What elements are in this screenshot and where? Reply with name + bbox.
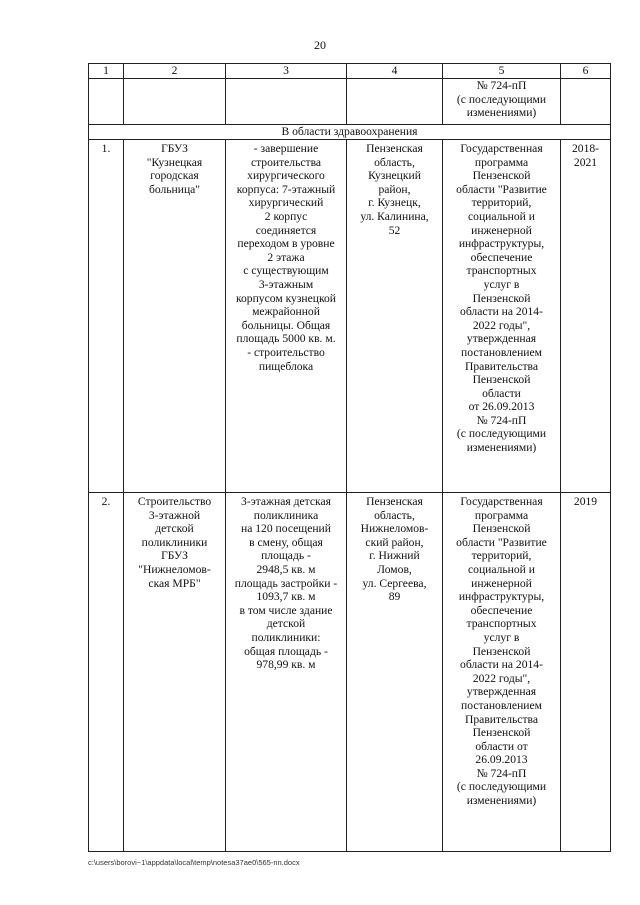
table-cell <box>226 79 347 125</box>
column-header: 2 <box>124 64 226 79</box>
table-cell <box>561 79 611 125</box>
object-description: - завершение строительства хирургического корпуса: 7-этажный хирургический 2 корпус соединяется переходом в уровне 2 этажа с существующим 3-этажным корпусом кузнецкой межрайонной больницы. Общая площадь 5000 кв. м. - строительство пищеблока <box>226 140 347 493</box>
object-location: Пензенская область, Кузнецкий район, г. Кузнецк, ул. Калинина, 52 <box>347 140 443 493</box>
column-header: 5 <box>443 64 561 79</box>
continuation-row <box>89 79 611 125</box>
table-header-row <box>89 64 611 79</box>
row-number: 2. <box>89 493 124 852</box>
column-header: 1 <box>89 64 124 79</box>
table-cell <box>124 79 226 125</box>
column-header: 4 <box>347 64 443 79</box>
table-row <box>89 493 611 852</box>
section-header-row <box>89 125 611 140</box>
table-row <box>89 140 611 493</box>
page-number: 20 <box>314 38 326 52</box>
implementation-period: 2018- 2021 <box>561 140 611 493</box>
column-header: 3 <box>226 64 347 79</box>
column-header: 6 <box>561 64 611 79</box>
table-cell <box>89 79 124 125</box>
implementation-period: 2019 <box>561 493 611 852</box>
object-location: Пензенская область, Нижнеломов- ский район, г. Нижний Ломов, ул. Сергеева, 89 <box>347 493 443 852</box>
object-name: ГБУЗ "Кузнецкая городская больница" <box>124 140 226 493</box>
section-title: В области здравоохранения <box>89 125 611 140</box>
object-description: 3-этажная детская поликлиника на 120 посещений в смену, общая площадь - 2948,5 кв. м площадь застройки - 1093,7 кв. м в том числе здание детской поликлиники: общая площадь - 978,99 кв. м <box>226 493 347 852</box>
program-reference: Государственная программа Пензенской области "Развитие территорий, социальной и инженерной инфраструктуры, обеспечение транспортных услуг в Пензенской области на 2014- 2022 годы", утвержденная постановлением Правительства Пензенской области от 26.09.2013 № 724-пП (с последующими изменениями) <box>443 140 561 493</box>
projects-table <box>88 63 611 852</box>
program-reference: Государственная программа Пензенской области "Развитие территорий, социальной и инженерной инфраструктуры, обеспечение транспортных услуг в Пензенской области на 2014- 2022 годы", утвержденная постановлением Правительства Пензенской области от 26.09.2013 № 724-пП (с последующими изменениями) <box>443 493 561 852</box>
footer-file-path: c:\users\borovi~1\appdata\local\temp\notesa37ae0\565-nn.docx <box>88 858 300 867</box>
table-cell: № 724-пП (с последующими изменениями) <box>443 79 561 125</box>
table-cell <box>347 79 443 125</box>
object-name: Строительство 3-этажной детской поликлиники ГБУЗ "Нижнеломов- ская МРБ" <box>124 493 226 852</box>
row-number: 1. <box>89 140 124 493</box>
